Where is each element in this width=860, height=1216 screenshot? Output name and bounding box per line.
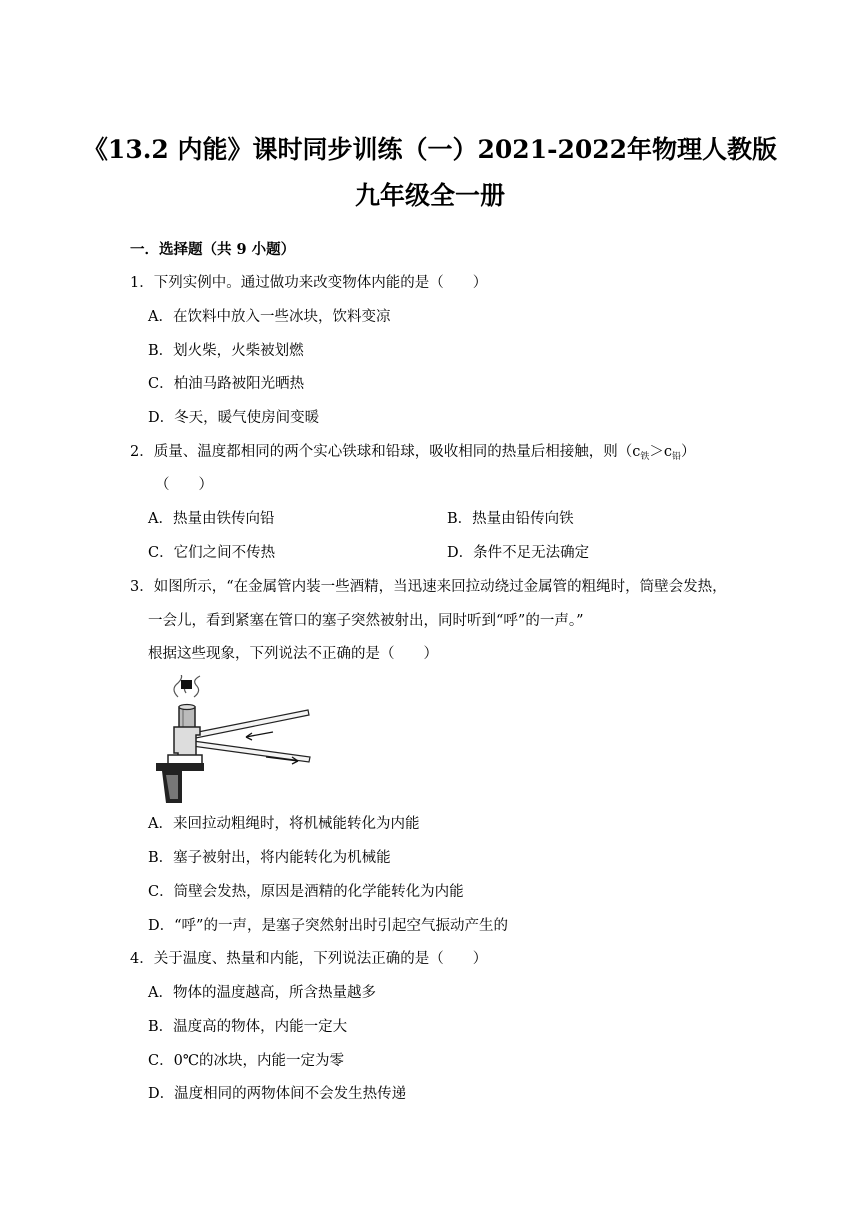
question-4-option-a: A．物体的温度越高，所含热量越多 <box>148 985 376 1001</box>
question-2-stem-text: 2．质量、温度都相同的两个实心铁球和铅球，吸收相同的热量后相接触，则（c <box>130 444 641 460</box>
question-4-option-b: B．温度高的物体，内能一定大 <box>148 1019 348 1035</box>
question-2-stem <box>130 443 696 466</box>
stopper-illustration <box>181 680 192 689</box>
question-4-option-c: C．0℃的冰块，内能一定为零 <box>148 1053 345 1069</box>
question-2-option-c: C．它们之间不传热 <box>148 545 276 561</box>
question-2-option-a: A．热量由铁传向铅 <box>148 511 275 527</box>
close-paren: ） <box>681 444 696 460</box>
subscript-lead: 铅 <box>671 452 681 462</box>
question-1-option-c: C．柏油马路被阳光晒热 <box>148 376 305 392</box>
question-3-option-d: D．“呼”的一声，是塞子突然射出时引起空气振动产生的 <box>148 918 508 934</box>
subscript-iron: 铁 <box>640 452 650 462</box>
question-1-stem: 1．下列实例中。通过做功来改变物体内能的是（ ） <box>130 275 488 291</box>
section-heading: 一．选择题（共 9 小题） <box>130 241 296 258</box>
question-1-option-b: B．划火柴，火柴被划燃 <box>148 343 304 359</box>
question-3-stem-line-1: 3．如图所示，“在金属管内装一些酒精，当迅速来回拉动绕过金属管的粗绳时，筒壁会发热， <box>130 579 727 595</box>
question-4-option-d: D．温度相同的两物体间不会发生热传递 <box>148 1086 407 1102</box>
metal-tube-rope-figure <box>148 675 318 810</box>
table-illustration <box>156 763 204 771</box>
greater-than: ＞c <box>649 444 672 460</box>
question-3-stem-line-3: 根据这些现象，下列说法不正确的是（ ） <box>148 646 438 662</box>
arrow-left-illustration <box>246 732 273 740</box>
question-3-stem-line-2: 一会儿，看到紧塞在管口的塞子突然被射出，同时听到“呼”的一声。” <box>148 613 584 629</box>
question-1-option-d: D．冬天，暖气使房间变暖 <box>148 410 320 426</box>
question-2-option-d: D．条件不足无法确定 <box>447 545 590 561</box>
question-2-option-b: B．热量由铅传向铁 <box>447 511 574 527</box>
page-title-line-2: 九年级全一册 <box>354 181 505 210</box>
question-1-option-a: A．在饮料中放入一些冰块，饮料变凉 <box>148 309 391 325</box>
question-4-stem: 4．关于温度、热量和内能，下列说法正确的是（ ） <box>130 951 488 967</box>
question-3-option-a: A．来回拉动粗绳时，将机械能转化为内能 <box>148 816 420 832</box>
question-3-option-b: B．塞子被射出，将内能转化为机械能 <box>148 850 391 866</box>
question-3-option-c: C．筒壁会发热，原因是酒精的化学能转化为内能 <box>148 884 464 900</box>
page-title-line-1: 《13.2 内能》课时同步训练（一）2021-2022年物理人教版 <box>82 135 778 164</box>
question-2-answer-paren: （ ） <box>155 477 213 493</box>
